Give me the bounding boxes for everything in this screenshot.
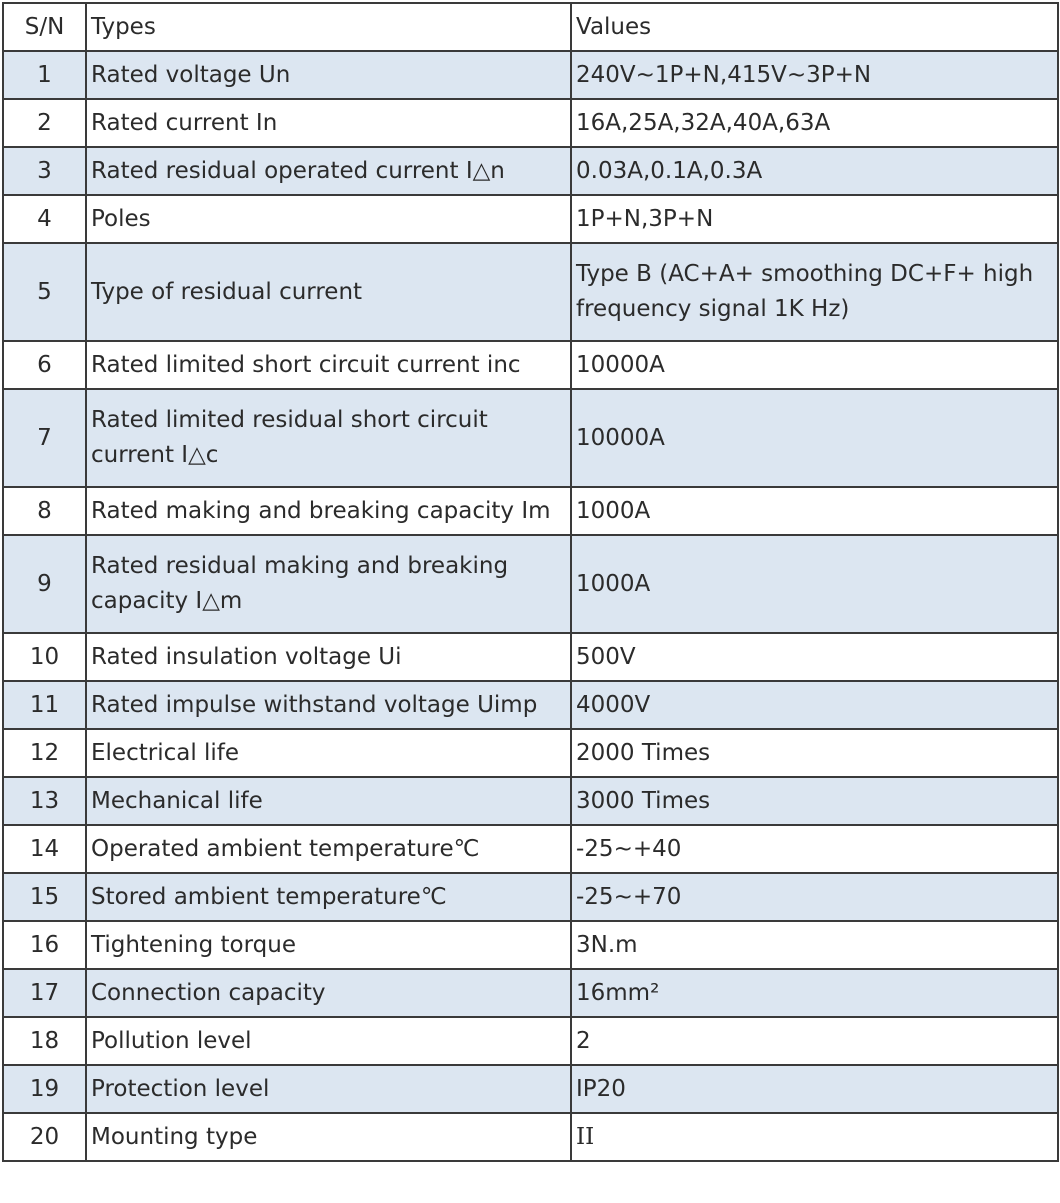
row-sn: 15 [3, 873, 86, 921]
row-value: -25~+40 [571, 825, 1058, 873]
row-sn: 11 [3, 681, 86, 729]
header-row [3, 3, 1058, 51]
table-row [3, 777, 1058, 825]
row-value: 10000A [571, 341, 1058, 389]
table-row [3, 487, 1058, 535]
table-row [3, 969, 1058, 1017]
row-value: 1000A [571, 535, 1058, 633]
table-row [3, 1065, 1058, 1113]
row-type: Type of residual current [86, 243, 571, 341]
table-row [3, 1017, 1058, 1065]
table-row [3, 825, 1058, 873]
table-row [3, 147, 1058, 195]
row-value: 1P+N,3P+N [571, 195, 1058, 243]
table-row [3, 243, 1058, 341]
row-sn: 10 [3, 633, 86, 681]
row-value: 4000V [571, 681, 1058, 729]
row-value: 3000 Times [571, 777, 1058, 825]
row-value: 2000 Times [571, 729, 1058, 777]
row-sn: 16 [3, 921, 86, 969]
row-type: Connection capacity [86, 969, 571, 1017]
row-type: Tightening torque [86, 921, 571, 969]
row-type: Protection level [86, 1065, 571, 1113]
spec-table [2, 2, 1059, 1162]
row-value: 3N.m [571, 921, 1058, 969]
row-sn: 18 [3, 1017, 86, 1065]
row-value: -25~+70 [571, 873, 1058, 921]
table-row [3, 51, 1058, 99]
row-value: 2 [571, 1017, 1058, 1065]
row-sn: 12 [3, 729, 86, 777]
row-value: II [571, 1113, 1058, 1161]
row-value: 1000A [571, 487, 1058, 535]
row-sn: 2 [3, 99, 86, 147]
row-value: 240V~1P+N,415V~3P+N [571, 51, 1058, 99]
row-type: Operated ambient temperature℃ [86, 825, 571, 873]
row-type: Mechanical life [86, 777, 571, 825]
table-row [3, 633, 1058, 681]
table-row [3, 535, 1058, 633]
row-type: Stored ambient temperature℃ [86, 873, 571, 921]
row-type: Rated making and breaking capacity Im [86, 487, 571, 535]
row-type: Rated limited short circuit current inc [86, 341, 571, 389]
header-types: Types [86, 3, 571, 51]
row-type: Electrical life [86, 729, 571, 777]
row-value: 16mm² [571, 969, 1058, 1017]
row-type: Rated impulse withstand voltage Uimp [86, 681, 571, 729]
table-row [3, 195, 1058, 243]
header-values: Values [571, 3, 1058, 51]
table-row [3, 99, 1058, 147]
table-row [3, 873, 1058, 921]
row-value: 10000A [571, 389, 1058, 487]
table-row [3, 1113, 1058, 1161]
row-sn: 4 [3, 195, 86, 243]
row-value: 500V [571, 633, 1058, 681]
row-sn: 13 [3, 777, 86, 825]
row-sn: 14 [3, 825, 86, 873]
row-type: Rated residual making and breaking capacity I△m [86, 535, 571, 633]
row-sn: 19 [3, 1065, 86, 1113]
row-type: Rated voltage Un [86, 51, 571, 99]
row-sn: 9 [3, 535, 86, 633]
row-sn: 5 [3, 243, 86, 341]
row-sn: 3 [3, 147, 86, 195]
table-row [3, 341, 1058, 389]
row-type: Rated residual operated current I△n [86, 147, 571, 195]
table-row [3, 921, 1058, 969]
row-type: Mounting type [86, 1113, 571, 1161]
row-type: Poles [86, 195, 571, 243]
row-sn: 6 [3, 341, 86, 389]
row-value: 16A,25A,32A,40A,63A [571, 99, 1058, 147]
table-row [3, 389, 1058, 487]
row-value: IP20 [571, 1065, 1058, 1113]
row-type: Pollution level [86, 1017, 571, 1065]
row-type: Rated insulation voltage Ui [86, 633, 571, 681]
row-sn: 8 [3, 487, 86, 535]
table-row [3, 681, 1058, 729]
row-type: Rated current In [86, 99, 571, 147]
row-sn: 7 [3, 389, 86, 487]
row-value: Type B (AC+A+ smoothing DC+F+ high frequency signal 1K Hz) [571, 243, 1058, 341]
row-sn: 1 [3, 51, 86, 99]
row-value: 0.03A,0.1A,0.3A [571, 147, 1058, 195]
row-sn: 17 [3, 969, 86, 1017]
row-sn: 20 [3, 1113, 86, 1161]
row-type: Rated limited residual short circuit current I△c [86, 389, 571, 487]
header-sn: S/N [3, 3, 86, 51]
table-row [3, 729, 1058, 777]
